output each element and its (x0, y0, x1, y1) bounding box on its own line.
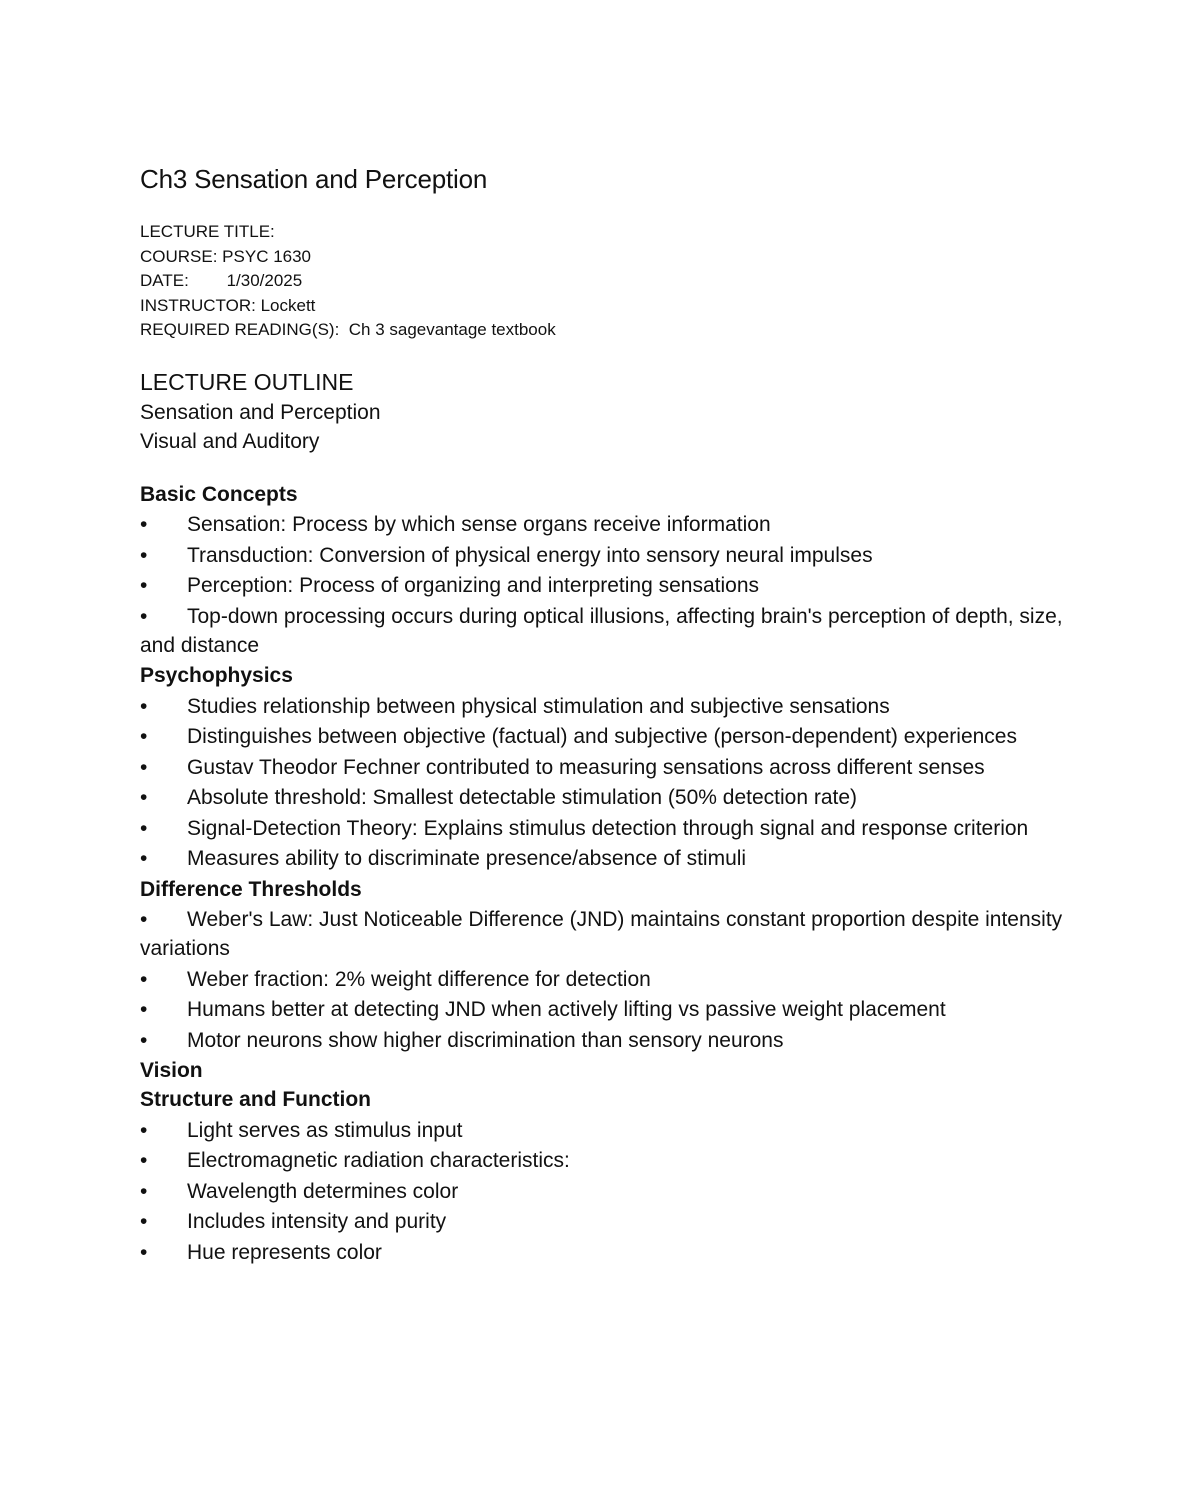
bullet-glyph: • (140, 1028, 148, 1052)
document-title: Ch3 Sensation and Perception (140, 164, 488, 194)
outline-heading: LECTURE OUTLINE (140, 368, 354, 395)
bullet-text: Light serves as stimulus input (187, 1118, 463, 1142)
bullet-text: Motor neurons show higher discrimination than sensory neurons (187, 1028, 784, 1052)
bullet-item (140, 844, 1100, 873)
bullet-glyph: • (140, 1240, 148, 1264)
bullet-glyph: • (140, 1149, 148, 1172)
notes-body (140, 480, 1100, 1267)
meta-date: DATE: 1/30/2025 (140, 271, 303, 290)
bullet-glyph: • (140, 694, 148, 718)
bullet-item (140, 541, 1100, 570)
section-heading: Basic Concepts (140, 482, 298, 506)
bullet-item (140, 602, 1100, 660)
bullet-text: Absolute threshold: Smallest detectable stimulation (50% detection rate) (187, 786, 858, 809)
bullet-text: Hue represents color (187, 1240, 382, 1264)
bullet-glyph: • (140, 908, 148, 931)
bullet-glyph: • (140, 513, 148, 536)
bullet-item (140, 1026, 1100, 1055)
bullet-glyph: • (140, 816, 148, 840)
bullet-text: Studies relationship between physical stimulation and subjective sensations (187, 694, 890, 718)
bullet-text: Top-down processing occurs during optical illusions, affecting brain's perception of depth, size, and distance (140, 604, 1063, 657)
bullet-text: Gustav Theodor Fechner contributed to measuring sensations across different senses (187, 755, 985, 779)
document-page (140, 163, 1100, 1268)
bullet-glyph: • (140, 604, 148, 628)
outline-item: Sensation and Perception (140, 400, 381, 424)
bullet-item (140, 1207, 1100, 1236)
meta-instructor: INSTRUCTOR: Lockett (140, 295, 316, 315)
bullet-text: Weber fraction: 2% weight difference for detection (187, 967, 651, 991)
bullet-item (140, 571, 1100, 600)
bullet-text: Transduction: Conversion of physical energy into sensory neural impulses (187, 543, 873, 567)
bullet-text: Humans better at detecting JND when actively lifting vs passive weight placement (187, 998, 946, 1021)
section-heading: Psychophysics (140, 664, 293, 687)
bullet-glyph: • (140, 543, 148, 567)
bullet-glyph: • (140, 755, 148, 779)
bullet-text: Measures ability to discriminate presence/absence of stimuli (187, 847, 747, 870)
meta-lecture-title: LECTURE TITLE: (140, 222, 275, 241)
bullet-item (140, 995, 1100, 1024)
bullet-item (140, 722, 1100, 751)
bullet-item (140, 965, 1100, 994)
section-heading: Difference Thresholds (140, 877, 362, 901)
bullet-glyph: • (140, 1179, 148, 1203)
section-heading: Structure and Function (140, 1088, 371, 1111)
bullet-text: Distinguishes between objective (factual) and subjective (person-dependent) experiences (187, 725, 1017, 748)
lecture-meta (140, 220, 1100, 343)
bullet-text: Signal-Detection Theory: Explains stimulus detection through signal and response criterion (187, 816, 1029, 840)
bullet-item (140, 1238, 1100, 1267)
bullet-item (140, 1177, 1100, 1206)
bullet-glyph: • (140, 967, 148, 991)
bullet-text: Electromagnetic radiation characteristics: (187, 1149, 570, 1172)
bullet-glyph: • (140, 1210, 148, 1233)
bullet-item (140, 814, 1100, 843)
bullet-glyph: • (140, 725, 148, 748)
bullet-glyph: • (140, 998, 148, 1021)
bullet-item (140, 1116, 1100, 1145)
bullet-text: Perception: Process of organizing and interpreting sensations (187, 574, 760, 597)
bullet-item (140, 1146, 1100, 1175)
bullet-text: Weber's Law: Just Noticeable Difference (JND) maintains constant proportion despite intensity variations (140, 908, 1063, 960)
bullet-item (140, 510, 1100, 539)
bullet-item (140, 905, 1100, 963)
bullet-glyph: • (140, 1118, 148, 1142)
bullet-glyph: • (140, 574, 148, 597)
bullet-text: Wavelength determines color (187, 1179, 459, 1203)
meta-required-reading: REQUIRED READING(S): Ch 3 sagevantage textbook (140, 320, 556, 339)
bullet-text: Includes intensity and purity (187, 1210, 447, 1233)
bullet-glyph: • (140, 847, 148, 870)
outline-item: Visual and Auditory (140, 429, 320, 453)
bullet-item (140, 692, 1100, 721)
bullet-item (140, 753, 1100, 782)
section-heading: Vision (140, 1059, 203, 1082)
bullet-item (140, 783, 1100, 812)
bullet-text: Sensation: Process by which sense organs receive information (187, 513, 771, 536)
bullet-glyph: • (140, 786, 148, 809)
meta-course: COURSE: PSYC 1630 (140, 246, 312, 266)
